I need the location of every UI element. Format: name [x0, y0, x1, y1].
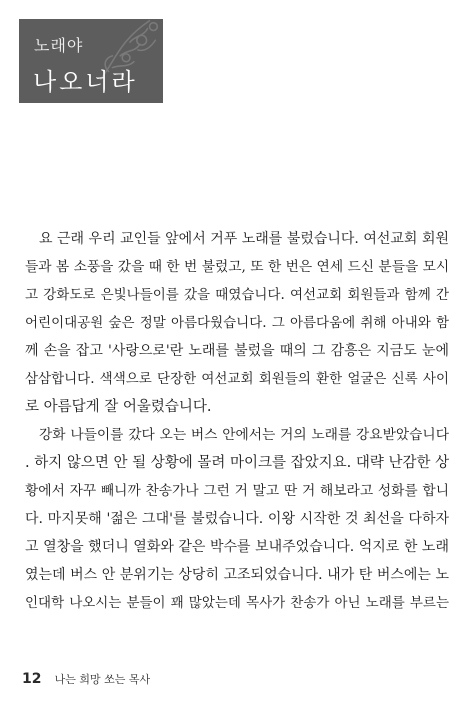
- text-line: 다. 마지못해 '젊은 그대'를 불렀습니다. 이왕 시작한 것 최선을 다하자: [25, 511, 449, 527]
- chapter-title: 나오너라: [33, 68, 138, 96]
- text-line: 인대학 나오시는 분들이 꽤 많았는데 목사가 찬송가 아닌 노래를 부르는: [25, 595, 449, 611]
- text-line: 께 손을 잡고 '사랑으로'란 노래를 불렀을 때의 그 감흥은 지금도 눈에: [25, 343, 449, 359]
- text-line: 고 강화도로 은빛나들이를 갔을 때였습니다. 여선교회 회원들과 함께 간: [25, 287, 449, 303]
- book-title: 나는 희망 쏘는 목사: [54, 673, 151, 686]
- text-line: 들과 봄 소풍을 갔을 때 한 번 불렀고, 또 한 번은 연세 드신 분들을 모시: [25, 259, 450, 275]
- text-line: 였는데 버스 안 분위기는 상당히 고조되었습니다. 내가 탄 버스에는 노: [25, 567, 449, 583]
- body-text: [25, 225, 449, 617]
- chapter-title-box: [19, 19, 163, 103]
- text-line: 어린이대공원 숲은 정말 아름다웠습니다. 그 아름다움에 취해 아내와 함: [25, 315, 449, 331]
- text-line: 삼삼합니다. 색색으로 단장한 여선교회 회원들의 환한 얼굴은 신록 사이: [25, 371, 449, 387]
- text-line: . 하지 않으면 안 될 상황에 몰려 마이크를 잡았지요. 대략 난감한 상: [25, 455, 450, 471]
- text-line: 로 아름답게 잘 어울렸습니다.: [25, 399, 212, 415]
- text-line: 강화 나들이를 갔다 오는 버스 안에서는 거의 노래를 강요받았습니다: [39, 427, 449, 443]
- text-line: 요 근래 우리 교인들 앞에서 거푸 노래를 불렀습니다. 여선교회 회원: [39, 231, 449, 247]
- page-number: 12: [22, 671, 42, 687]
- page-footer: [22, 668, 150, 687]
- chapter-subtitle: 노래야: [34, 36, 84, 55]
- text-line: 고 열창을 했더니 열화와 같은 박수를 보내주었습니다. 억지로 한 노래: [25, 539, 449, 555]
- text-line: 황에서 자꾸 빼니까 찬송가나 그런 거 말고 딴 거 해보라고 성화를 합니: [25, 483, 449, 499]
